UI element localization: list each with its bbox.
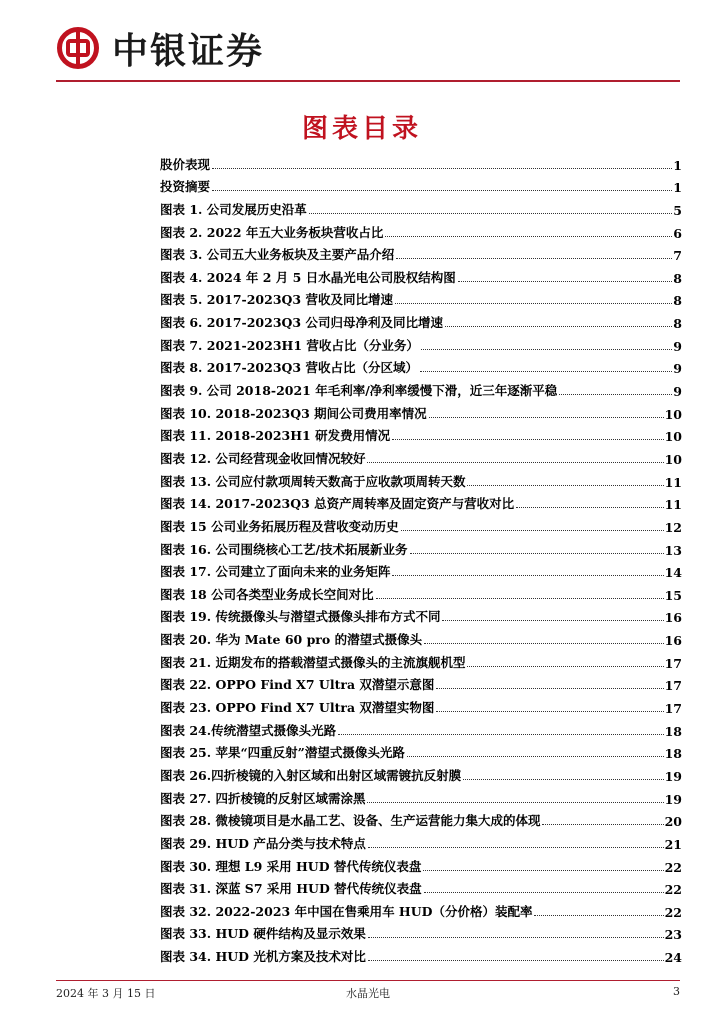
toc-entry[interactable] [160,603,682,626]
toc-entry-label: 图表 34. HUD 光机方案及技术对比 [160,949,366,965]
toc-entry-label: 图表 30. 理想 L9 采用 HUD 替代传统仪表盘 [160,858,422,874]
toc-entry[interactable] [160,150,682,173]
toc-entry[interactable] [160,852,682,875]
toc-leader-dots [407,755,664,757]
toc-entry-page: 10 [664,451,682,467]
toc-leader-dots [368,846,664,848]
toc-entry-label: 图表 10. 2018-2023Q3 期间公司费用率情况 [160,405,427,421]
toc-entry-label: 图表 15 公司业务拓展历程及营收变动历史 [160,518,399,534]
toc-entry-page: 17 [664,678,682,694]
toc-entry-label: 图表 5. 2017-2023Q3 营收及同比增速 [160,292,393,308]
toc-entry-page: 9 [673,361,682,377]
toc-entry[interactable] [160,218,682,241]
toc-entry-label: 图表 22. OPPO Find X7 Ultra 双潜望示意图 [160,677,435,693]
toc-leader-dots [423,869,663,871]
toc-leader-dots [420,370,672,372]
page-header [56,22,264,74]
toc-entry-label: 图表 1. 公司发展历史沿革 [160,201,307,217]
toc-entry-page: 11 [664,474,682,490]
toc-leader-dots [424,642,664,644]
toc-entry-page: 10 [664,406,682,422]
toc-entry[interactable] [160,263,682,286]
toc-entry-page: 20 [664,814,682,830]
toc-entry-page: 5 [673,202,682,218]
toc-entry-page: 16 [664,610,682,626]
toc-entry-page: 12 [664,519,682,535]
toc-entry-page: 17 [664,701,682,717]
toc-leader-dots [392,438,664,440]
toc-entry[interactable] [160,580,682,603]
toc-entry-label: 图表 32. 2022-2023 年中国在售乘用车 HUD（分价格）装配率 [160,903,533,919]
toc-entry-page: 9 [673,338,682,354]
toc-leader-dots [534,914,663,916]
toc-entry-label: 图表 31. 深蓝 S7 采用 HUD 替代传统仪表盘 [160,881,422,897]
toc-leader-dots [395,302,672,304]
toc-entry[interactable] [160,490,682,513]
toc-entry[interactable] [160,648,682,671]
toc-leader-dots [559,393,672,395]
toc-entry-label: 图表 21. 近期发布的搭载潜望式摄像头的主流旗舰机型 [160,654,466,670]
toc-entry-page: 18 [664,746,682,762]
footer-page-number: 3 [673,985,680,998]
toc-entry[interactable] [160,784,682,807]
bank-of-china-logo-icon [56,26,100,70]
toc-leader-dots [212,189,672,191]
toc-entry-label: 图表 19. 传统摄像头与潜望式摄像头排布方式不同 [160,609,441,625]
toc-leader-dots [212,167,672,169]
toc-entry[interactable] [160,920,682,943]
toc-leader-dots [463,778,663,780]
toc-leader-dots [442,619,663,621]
toc-entry-page: 8 [673,270,682,286]
toc-entry-label: 图表 4. 2024 年 2 月 5 日水晶光电公司股权结构图 [160,269,456,285]
toc-entry[interactable] [160,625,682,648]
toc-entry[interactable] [160,467,682,490]
toc-entry[interactable] [160,671,682,694]
toc-leader-dots [436,687,663,689]
toc-entry-page: 16 [664,633,682,649]
toc-entry-label: 图表 24.传统潜望式摄像头光路 [160,722,337,738]
toc-leader-dots [368,936,664,938]
toc-entry-page: 22 [664,904,682,920]
toc-leader-dots [516,506,663,508]
toc-leader-dots [467,484,663,486]
page-title: 图表目录 [301,114,422,144]
toc-leader-dots [429,416,664,418]
toc-entry-label: 图表 25. 苹果“四重反射”潜望式摄像头光路 [160,745,405,761]
toc-entry-page: 22 [664,859,682,875]
toc-entry[interactable] [160,875,682,898]
toc-leader-dots [309,212,673,214]
toc-leader-dots [424,891,664,893]
toc-entry[interactable] [160,897,682,920]
toc-entry[interactable] [160,829,682,852]
toc-entry-page: 13 [664,542,682,558]
toc-entry-label: 图表 29. HUD 产品分类与技术特点 [160,835,366,851]
toc-entry-label: 图表 27. 四折棱镜的反射区域需涂黑 [160,790,366,806]
toc-entry[interactable] [160,807,682,830]
toc-entry-page: 17 [664,655,682,671]
toc-leader-dots [458,280,673,282]
toc-entry-label: 图表 6. 2017-2023Q3 公司归母净利及同比增速 [160,315,443,331]
toc-entry-page: 14 [664,565,682,581]
footer-date: 2024 年 3 月 15 日 [56,987,156,1000]
toc-entry[interactable] [160,399,682,422]
toc-leader-dots [410,552,664,554]
toc-entry[interactable] [160,422,682,445]
toc-entry-page: 19 [664,768,682,784]
toc-entry-page: 8 [673,316,682,332]
toc-leader-dots [392,574,663,576]
toc-entry-label: 图表 20. 华为 Mate 60 pro 的潜望式摄像头 [160,632,423,648]
toc-entry-label: 图表 33. HUD 硬件结构及显示效果 [160,926,366,942]
toc-entry-label: 图表 17. 公司建立了面向未来的业务矩阵 [160,564,391,580]
toc-leader-dots [367,461,663,463]
toc-entry-label: 投资摘要 [160,179,211,195]
toc-leader-dots [385,235,672,237]
toc-entry-page: 15 [664,587,682,603]
toc-entry-page: 8 [673,293,682,309]
toc-entry-label: 图表 9. 公司 2018-2021 年毛利率/净利率缓慢下滑，近三年逐渐平稳 [160,383,558,399]
toc-entry[interactable] [160,693,682,716]
toc-entry-label: 图表 12. 公司经营现金收回情况较好 [160,450,366,466]
toc-entry-label: 图表 23. OPPO Find X7 Ultra 双潜望实物图 [160,700,435,716]
toc-leader-dots [445,325,672,327]
toc-entry-page: 6 [673,225,682,241]
toc-entry[interactable] [160,286,682,309]
toc-entry-page: 18 [664,723,682,739]
toc-entry[interactable] [160,354,682,377]
toc-entry-label: 图表 11. 2018-2023H1 研发费用情况 [160,428,391,444]
toc-entry-page: 11 [664,497,682,513]
toc-entry[interactable] [160,761,682,784]
toc-entry-label: 图表 16. 公司围绕核心工艺/技术拓展新业务 [160,541,408,557]
toc-entry-label: 图表 13. 公司应付款项周转天数高于应收款项周转天数 [160,473,466,489]
toc-leader-dots [368,959,664,961]
toc-entry[interactable] [160,535,682,558]
toc-entry[interactable] [160,241,682,264]
toc-entry-label: 图表 18 公司各类型业务成长空间对比 [160,586,374,602]
toc-entry-label: 图表 28. 微棱镜项目是水晶工艺、设备、生产运营能力集大成的体现 [160,813,541,829]
toc-entry[interactable] [160,444,682,467]
toc-leader-dots [396,257,672,259]
footer-company: 水晶光电 [346,987,390,1000]
toc-entry-label: 股价表现 [160,156,211,172]
toc-entry[interactable] [160,716,682,739]
toc-entry-page: 1 [673,157,682,173]
toc-entry[interactable] [160,173,682,196]
toc-entry-page: 24 [664,950,682,966]
toc-leader-dots [542,823,663,825]
table-of-figures [160,150,682,965]
toc-leader-dots [367,801,663,803]
toc-entry-label: 图表 7. 2021-2023H1 营收占比（分业务） [160,337,419,353]
toc-leader-dots [338,733,663,735]
toc-entry-label: 图表 3. 公司五大业务板块及主要产品介绍 [160,247,395,263]
toc-entry-page: 21 [664,836,682,852]
footer-divider [56,980,680,981]
toc-entry[interactable] [160,942,682,965]
toc-leader-dots [401,529,664,531]
toc-entry-label: 图表 26.四折棱镜的入射区域和出射区域需镀抗反射膜 [160,767,462,783]
toc-entry-page: 9 [673,384,682,400]
toc-entry-label: 图表 14. 2017-2023Q3 总资产周转率及固定资产与营收对比 [160,496,515,512]
header-divider [56,80,680,82]
toc-leader-dots [376,597,664,599]
toc-leader-dots [467,665,663,667]
toc-entry[interactable] [160,195,682,218]
toc-entry[interactable] [160,376,682,399]
toc-entry[interactable] [160,308,682,331]
toc-entry-page: 19 [664,791,682,807]
toc-entry-page: 10 [664,429,682,445]
toc-leader-dots [421,348,672,350]
toc-leader-dots [436,710,663,712]
toc-entry-page: 7 [673,248,682,264]
toc-entry-label: 图表 2. 2022 年五大业务板块营收占比 [160,224,384,240]
toc-entry-page: 23 [664,927,682,943]
toc-entry[interactable] [160,512,682,535]
toc-entry[interactable] [160,558,682,581]
toc-entry-page: 1 [673,180,682,196]
brand-name: 中银证券 [112,29,265,72]
toc-entry-label: 图表 8. 2017-2023Q3 营收占比（分区域） [160,360,418,376]
toc-entry[interactable] [160,739,682,762]
toc-entry-page: 22 [664,882,682,898]
toc-entry[interactable] [160,331,682,354]
